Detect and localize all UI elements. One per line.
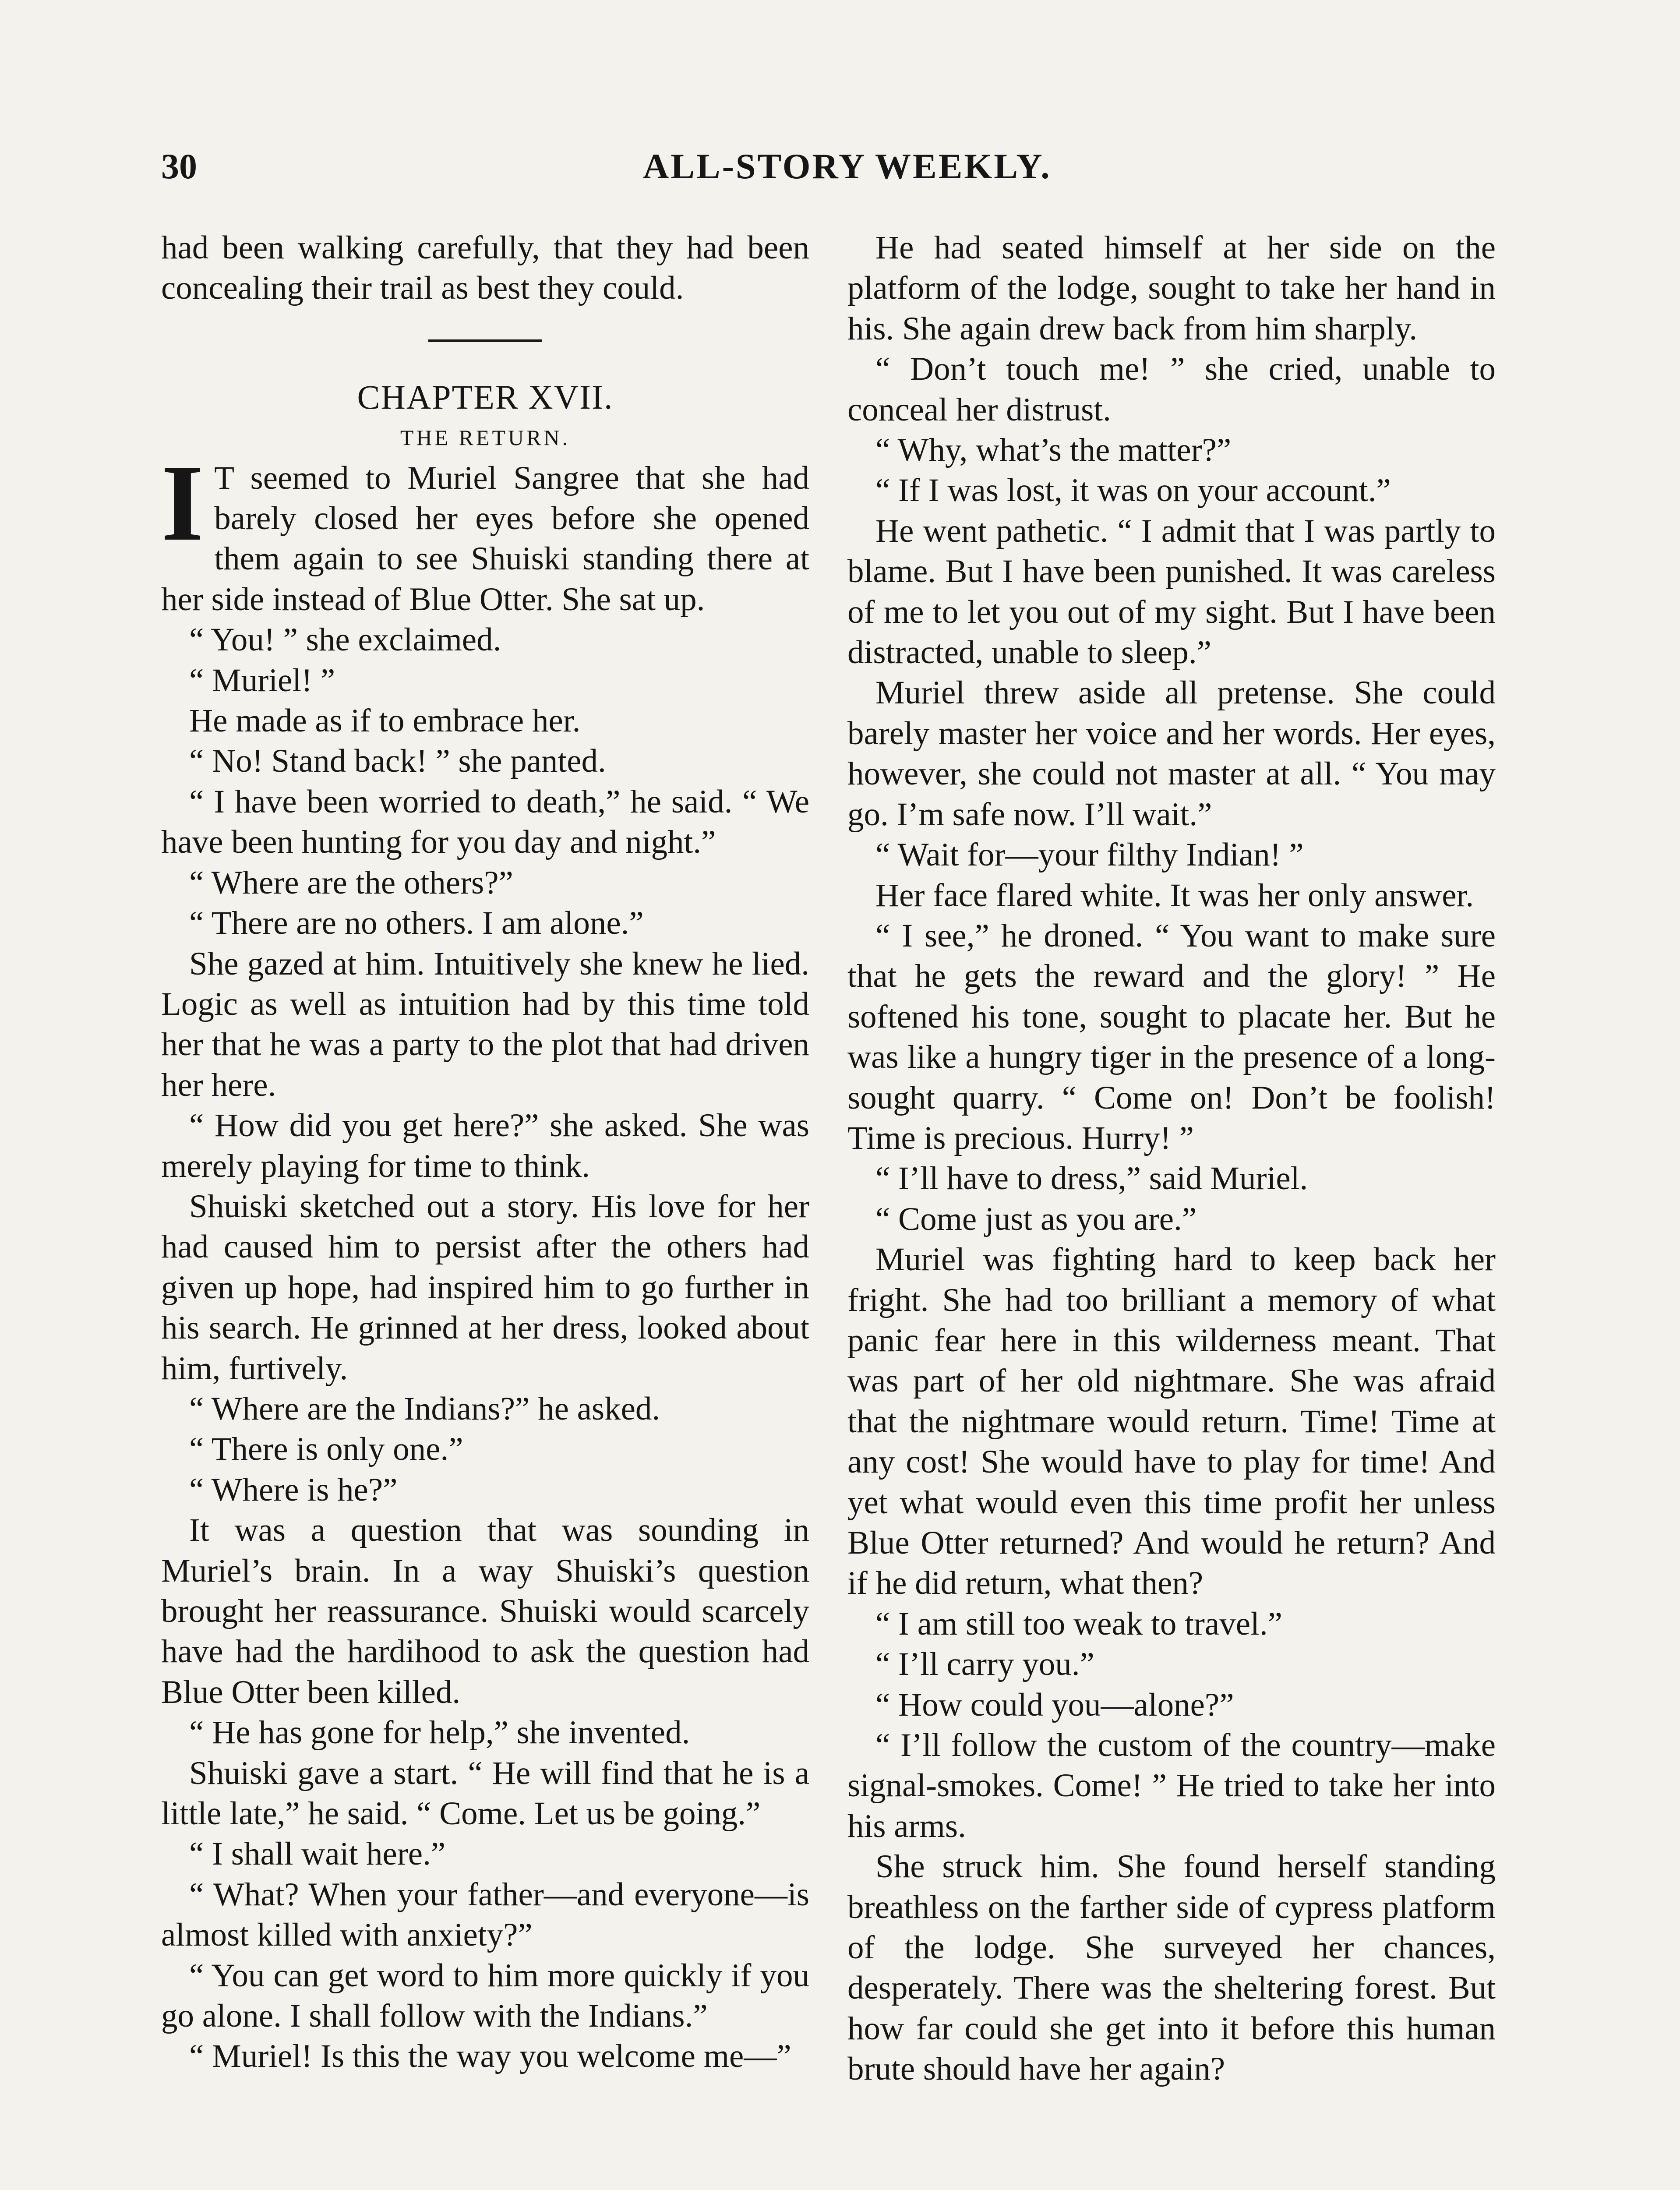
paragraph: “ He has gone for help,” she invented. [189, 1714, 690, 1751]
paragraph: Muriel threw aside all pretense. She could barely master her voice and her words. Her eyes, however, she could not master at all. “ You may go. I’m safe now. I’ll wait.” [847, 675, 1496, 833]
paragraph: He had seated himself at her side on the platform of the lodge, sought to take her hand in his. She again drew back from him sharply. [847, 230, 1496, 347]
paragraph: “ Muriel! Is this the way you welcome me—” [189, 2038, 791, 2075]
paragraph: She struck him. She found herself standing breathless on the farther side of cypress platform of the lodge. She surveyed her chances, desperately. There was the sheltering forest. But how far could she get into it before this human brute should have her again? [847, 1848, 1496, 2088]
paragraph: Shuiski sketched out a story. His love for her had caused him to persist after the others had given up hope, had inspired him to go further in his search. He grinned at her dress, looked about him, furtively. [161, 1188, 809, 1387]
paragraph: “ Muriel! ” [189, 662, 335, 699]
paragraph: Muriel was fighting hard to keep back her fright. She had too brilliant a memory of what panic fear here in this wilderness meant. That was part of her old nightmare. She was afraid that the nightmare would return. Time! Time at any cost! She would have to play for time! And yet what would even this time profit her unless Blue Otter returned? And would he return? And if he did return, what then? [847, 1241, 1496, 1602]
paragraph: “ Why, what’s the matter?” [875, 432, 1232, 469]
paragraph: Shuiski gave a start. “ He will find that he is a little late,” he said. “ Come. Let us be going.” [161, 1755, 809, 1832]
chapter-subtitle: THE RETURN. [400, 425, 571, 450]
paragraph: It was a question that was sounding in Muriel’s brain. In a way Shuiski’s question brought her reassurance. Shuiski would scarcely have had the hardihood to ask the question had Blue Otter been killed. [161, 1512, 809, 1710]
paragraph: “ I am still too weak to travel.” [875, 1605, 1282, 1642]
paragraph: “ No! Stand back! ” she panted. [189, 743, 606, 780]
paragraph: “ Come just as you are.” [875, 1201, 1197, 1237]
paragraph: “ Where is he?” [189, 1471, 398, 1508]
paragraph: He went pathetic. “ I admit that I was partly to blame. But I have been punished. It was careless of me to let you out of my sight. But I have been distracted, unable to sleep.” [847, 512, 1496, 671]
paragraph: “ I have been worried to death,” he said. “ We have been hunting for you day and night.” [161, 783, 809, 861]
paragraph: He made as if to embrace her. [189, 703, 581, 739]
page-number: 30 [161, 146, 197, 186]
first-paragraph-text: T seemed to Muriel Sangree that she had barely closed her eyes before she opened them again to see Shuiski standing there at her side instead of Blue Otter. She sat up. [161, 459, 809, 618]
right-column [847, 228, 1496, 2090]
page-header [161, 145, 1495, 197]
paragraph: “ Don’t touch me! ” she cried, unable to conceal her distrust. [847, 351, 1496, 428]
paragraph: “ Where are the Indians?” he asked. [189, 1390, 660, 1427]
section-divider [428, 339, 542, 342]
left-column [161, 228, 809, 2077]
paragraph: Her face flared white. It was her only answer. [875, 877, 1474, 914]
paragraph: “ I’ll follow the custom of the country—make signal-smokes. Come! ” He tried to take her into his arms. [847, 1727, 1496, 1844]
paragraph: “ Where are the others?” [189, 864, 513, 901]
paragraph: “ I shall wait here.” [189, 1836, 446, 1872]
paragraph: “ What? When your father—and everyone—is almost killed with anxiety?” [161, 1876, 809, 1953]
paragraph: “ How could you—alone?” [875, 1686, 1234, 1723]
opening-paragraph: had been walking carefully, that they had been concealing their trail as best they could. [161, 230, 809, 307]
running-title: ALL-STORY WEEKLY. [643, 146, 1052, 186]
paragraph: “ You! ” she exclaimed. [189, 622, 501, 658]
paragraph: “ You can get word to him more quickly if you go alone. I shall follow with the Indians.” [161, 1957, 809, 2035]
paragraph: “ If I was lost, it was on your account.” [875, 472, 1391, 509]
chapter-title: CHAPTER XVII. [357, 378, 614, 416]
paragraph: “ I’ll have to dress,” said Muriel. [875, 1160, 1308, 1197]
paragraph: “ There are no others. I am alone.” [189, 905, 644, 942]
first-paragraph [161, 442, 809, 620]
paragraph: “ How did you get here?” she asked. She was merely playing for time to think. [161, 1107, 809, 1184]
paragraph: “ There is only one.” [189, 1431, 463, 1468]
drop-cap: I [161, 442, 204, 564]
paragraph: She gazed at him. Intuitively she knew he lied. Logic as well as intuition had by this time told her that he was a party to the plot that had driven her here. [161, 945, 809, 1103]
paragraph: “ I’ll carry you.” [875, 1646, 1094, 1683]
paragraph: “ I see,” he droned. “ You want to make sure that he gets the reward and the glory! ” He softened his tone, sought to placate her. But he was like a hungry tiger in the presence of a long-sought quarry. “ Come on! Don’t be foolish! Time is precious. Hurry! ” [847, 917, 1496, 1156]
paragraph: “ Wait for—your filthy Indian! ” [875, 837, 1304, 873]
